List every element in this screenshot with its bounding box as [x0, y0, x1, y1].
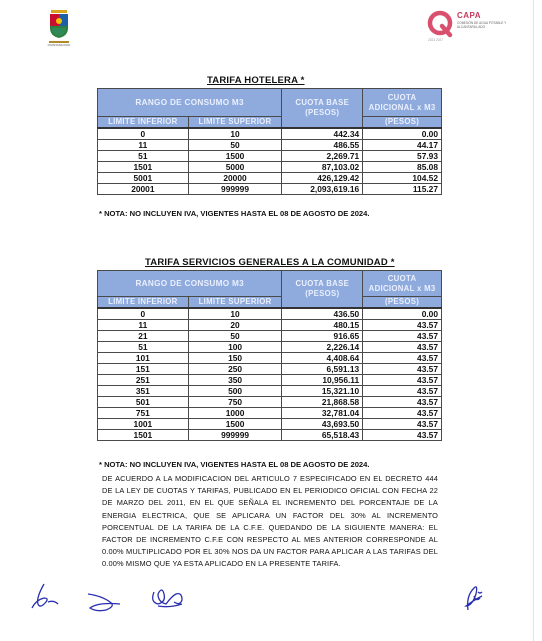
hotelera-pesos-header: (PESOS) [363, 117, 442, 129]
capa-logo-year: 2023 2027 [428, 38, 444, 42]
servicios-limite-superior-cell: 100 [188, 342, 282, 353]
capa-q-icon [426, 10, 454, 38]
servicios-table-row [98, 397, 442, 408]
servicios-limite-superior-header: LIMITE SUPERIOR [188, 297, 282, 309]
servicios-cuota-adicional-cell: 43.57 [363, 375, 442, 386]
hotelera-limite-inferior-cell: 20001 [98, 184, 189, 195]
servicios-limite-inferior-cell: 21 [98, 331, 189, 342]
servicios-limite-inferior-cell: 151 [98, 364, 189, 375]
signature-2-icon [84, 590, 126, 612]
hotelera-limite-superior-cell: 10 [188, 128, 282, 140]
servicios-cuota-adicional-cell: 0.00 [363, 308, 442, 320]
servicios-cuota-base-cell: 43,693.50 [282, 419, 363, 430]
hotelera-limite-inferior-cell: 0 [98, 128, 189, 140]
hotelera-table-row [98, 128, 442, 140]
hotelera-cuota-adicional-cell: 85.08 [363, 162, 442, 173]
hotelera-table-row [98, 162, 442, 173]
servicios-cuota-base-cell: 15,321.10 [282, 386, 363, 397]
servicios-limite-superior-cell: 10 [188, 308, 282, 320]
servicios-cuota-adicional-cell: 43.57 [363, 320, 442, 331]
servicios-cuota-base-cell: 6,591.13 [282, 364, 363, 375]
hotelera-cuota-base-cell: 2,269.71 [282, 151, 363, 162]
servicios-cuota-adicional-cell: 43.57 [363, 364, 442, 375]
servicios-cuota-base-cell: 65,518.43 [282, 430, 363, 441]
servicios-cuota-adicional-cell: 43.57 [363, 386, 442, 397]
hotelera-nota: * NOTA: NO INCLUYEN IVA, VIGENTES HASTA EL 08 DE AGOSTO DE 2024. [99, 209, 370, 218]
servicios-limite-superior-cell: 1000 [188, 408, 282, 419]
servicios-cuota-adicional-cell: 43.57 [363, 331, 442, 342]
hotelera-cuota-adicional-cell: 115.27 [363, 184, 442, 195]
hotelera-table [97, 88, 442, 195]
servicios-table-row [98, 353, 442, 364]
hotelera-limite-inferior-header: LIMITE INFERIOR [98, 117, 189, 129]
hotelera-cuota-base-cell: 442.34 [282, 128, 363, 140]
servicios-limite-superior-cell: 150 [188, 353, 282, 364]
servicios-cuota-base-cell: 2,226.14 [282, 342, 363, 353]
servicios-limite-superior-cell: 350 [188, 375, 282, 386]
hotelera-cuota-adicional-cell: 104.52 [363, 173, 442, 184]
hotelera-cuota-adicional-cell: 0.00 [363, 128, 442, 140]
servicios-cuota-adicional-cell: 43.57 [363, 430, 442, 441]
hotelera-cuota-adicional-header: CUOTA ADICIONAL x M3 [363, 89, 442, 117]
servicios-table-row [98, 408, 442, 419]
servicios-cuota-adicional-cell: 43.57 [363, 397, 442, 408]
servicios-cuota-adicional-cell: 43.57 [363, 408, 442, 419]
servicios-table-row [98, 430, 442, 441]
servicios-table-row [98, 308, 442, 320]
servicios-table-row [98, 342, 442, 353]
signature-1-icon [30, 582, 64, 610]
servicios-table-row [98, 375, 442, 386]
page-edge [533, 0, 534, 641]
servicios-cuota-base-cell: 4,408.64 [282, 353, 363, 364]
servicios-limite-inferior-cell: 0 [98, 308, 189, 320]
servicios-table [97, 270, 442, 441]
capa-logo [426, 8, 516, 44]
coat-of-arms-caption: QUINTANA ROO [47, 43, 71, 46]
signature-3-icon [148, 584, 188, 610]
servicios-limite-superior-cell: 20 [188, 320, 282, 331]
hotelera-limite-superior-header: LIMITE SUPERIOR [188, 117, 282, 129]
hotelera-limite-superior-cell: 5000 [188, 162, 282, 173]
hotelera-cuota-base-cell: 2,093,619.16 [282, 184, 363, 195]
hotelera-limite-superior-cell: 1500 [188, 151, 282, 162]
servicios-limite-superior-cell: 50 [188, 331, 282, 342]
servicios-table-row [98, 364, 442, 375]
servicios-cuota-base-cell: 10,956.11 [282, 375, 363, 386]
servicios-limite-inferior-cell: 501 [98, 397, 189, 408]
servicios-limite-inferior-cell: 51 [98, 342, 189, 353]
servicios-limite-inferior-header: LIMITE INFERIOR [98, 297, 189, 309]
servicios-cuota-base-cell: 32,781.04 [282, 408, 363, 419]
hotelera-title: TARIFA HOTELERA * [207, 75, 305, 86]
servicios-table-row [98, 320, 442, 331]
servicios-limite-superior-cell: 999999 [188, 430, 282, 441]
servicios-table-body [98, 308, 442, 441]
servicios-limite-inferior-cell: 101 [98, 353, 189, 364]
capa-logo-subtitle: COMISIÓN DE AGUA POTABLE Y ALCANTARILLADO [457, 21, 507, 29]
quintana-roo-coat-of-arms-icon [46, 8, 72, 46]
servicios-limite-inferior-cell: 351 [98, 386, 189, 397]
servicios-cuota-base-header: CUOTA BASE (PESOS) [282, 271, 363, 309]
servicios-nota: * NOTA: NO INCLUYEN IVA, VIGENTES HASTA EL 08 DE AGOSTO DE 2024. [99, 460, 370, 469]
hotelera-table-row [98, 140, 442, 151]
hotelera-rango-header: RANGO DE CONSUMO M3 [98, 89, 282, 117]
servicios-limite-inferior-cell: 751 [98, 408, 189, 419]
servicios-cuota-adicional-cell: 43.57 [363, 353, 442, 364]
hotelera-limite-inferior-cell: 1501 [98, 162, 189, 173]
servicios-limite-superior-cell: 750 [188, 397, 282, 408]
servicios-limite-inferior-cell: 1001 [98, 419, 189, 430]
servicios-pesos-header: (PESOS) [363, 297, 442, 309]
servicios-cuota-adicional-header: CUOTA ADICIONAL x M3 [363, 271, 442, 297]
servicios-table-row [98, 331, 442, 342]
servicios-rango-header: RANGO DE CONSUMO M3 [98, 271, 282, 297]
servicios-cuota-base-cell: 916.65 [282, 331, 363, 342]
hotelera-cuota-adicional-cell: 44.17 [363, 140, 442, 151]
hotelera-cuota-base-header: CUOTA BASE (PESOS) [282, 89, 363, 129]
hotelera-cuota-base-cell: 426,129.42 [282, 173, 363, 184]
hotelera-table-row [98, 151, 442, 162]
paragraph-text: DE ACUERDO A LA MODIFICACION DEL ARTICULO 7 ESPECIFICADO EN EL DECRETO 444 DE LA LEY DE CUOTAS Y TARIFAS, PUBLICADO EN EL PERIODICO OFICIAL CON FECHA 22 DE MARZO DEL 2011, EN EL QUE SEÑALA EL INCREMENTO DEL PORCENTAJE DE LA ENERGIA ELECTRICA, QUE SE APLICARA UN FACTOR DEL 30% AL INCREMENTO PORCENTUAL DE LA TARIFA DE LA C.F.E. QUEDANDO DE LA SIGUIENTE MANERA: EL FACTOR DE INCREMENTO C.F.E CON RESPECTO AL MES ANTERIOR CORRESPONDE AL 0.00% MULTIPLICADO POR EL 30% NOS DA UN FACTOR PARA APLICAR A LAS TARIFAS DEL 0.00% MISMO QUE YA ESTA APLICADO EN LA PRESENTE TARIFA. [102, 474, 438, 569]
signature-4-icon [458, 582, 488, 614]
servicios-cuota-adicional-cell: 43.57 [363, 419, 442, 430]
hotelera-cuota-base-cell: 87,103.02 [282, 162, 363, 173]
servicios-limite-inferior-cell: 1501 [98, 430, 189, 441]
servicios-cuota-base-cell: 21,868.58 [282, 397, 363, 408]
hotelera-limite-superior-cell: 20000 [188, 173, 282, 184]
hotelera-limite-superior-cell: 50 [188, 140, 282, 151]
servicios-cuota-base-cell: 480.15 [282, 320, 363, 331]
servicios-limite-superior-cell: 500 [188, 386, 282, 397]
hotelera-cuota-base-cell: 486.55 [282, 140, 363, 151]
hotelera-limite-inferior-cell: 5001 [98, 173, 189, 184]
servicios-title: TARIFA SERVICIOS GENERALES A LA COMUNIDAD * [145, 257, 395, 268]
hotelera-table-row [98, 173, 442, 184]
capa-logo-name: CAPA [457, 11, 482, 20]
servicios-table-row [98, 419, 442, 430]
hotelera-limite-superior-cell: 999999 [188, 184, 282, 195]
hotelera-limite-inferior-cell: 11 [98, 140, 189, 151]
servicios-table-row [98, 386, 442, 397]
hotelera-table-row [98, 184, 442, 195]
hotelera-limite-inferior-cell: 51 [98, 151, 189, 162]
hotelera-table-body [98, 128, 442, 195]
servicios-limite-inferior-cell: 251 [98, 375, 189, 386]
servicios-limite-superior-cell: 1500 [188, 419, 282, 430]
servicios-limite-inferior-cell: 11 [98, 320, 189, 331]
servicios-cuota-base-cell: 436.50 [282, 308, 363, 320]
hotelera-cuota-adicional-cell: 57.93 [363, 151, 442, 162]
servicios-cuota-adicional-cell: 43.57 [363, 342, 442, 353]
servicios-limite-superior-cell: 250 [188, 364, 282, 375]
